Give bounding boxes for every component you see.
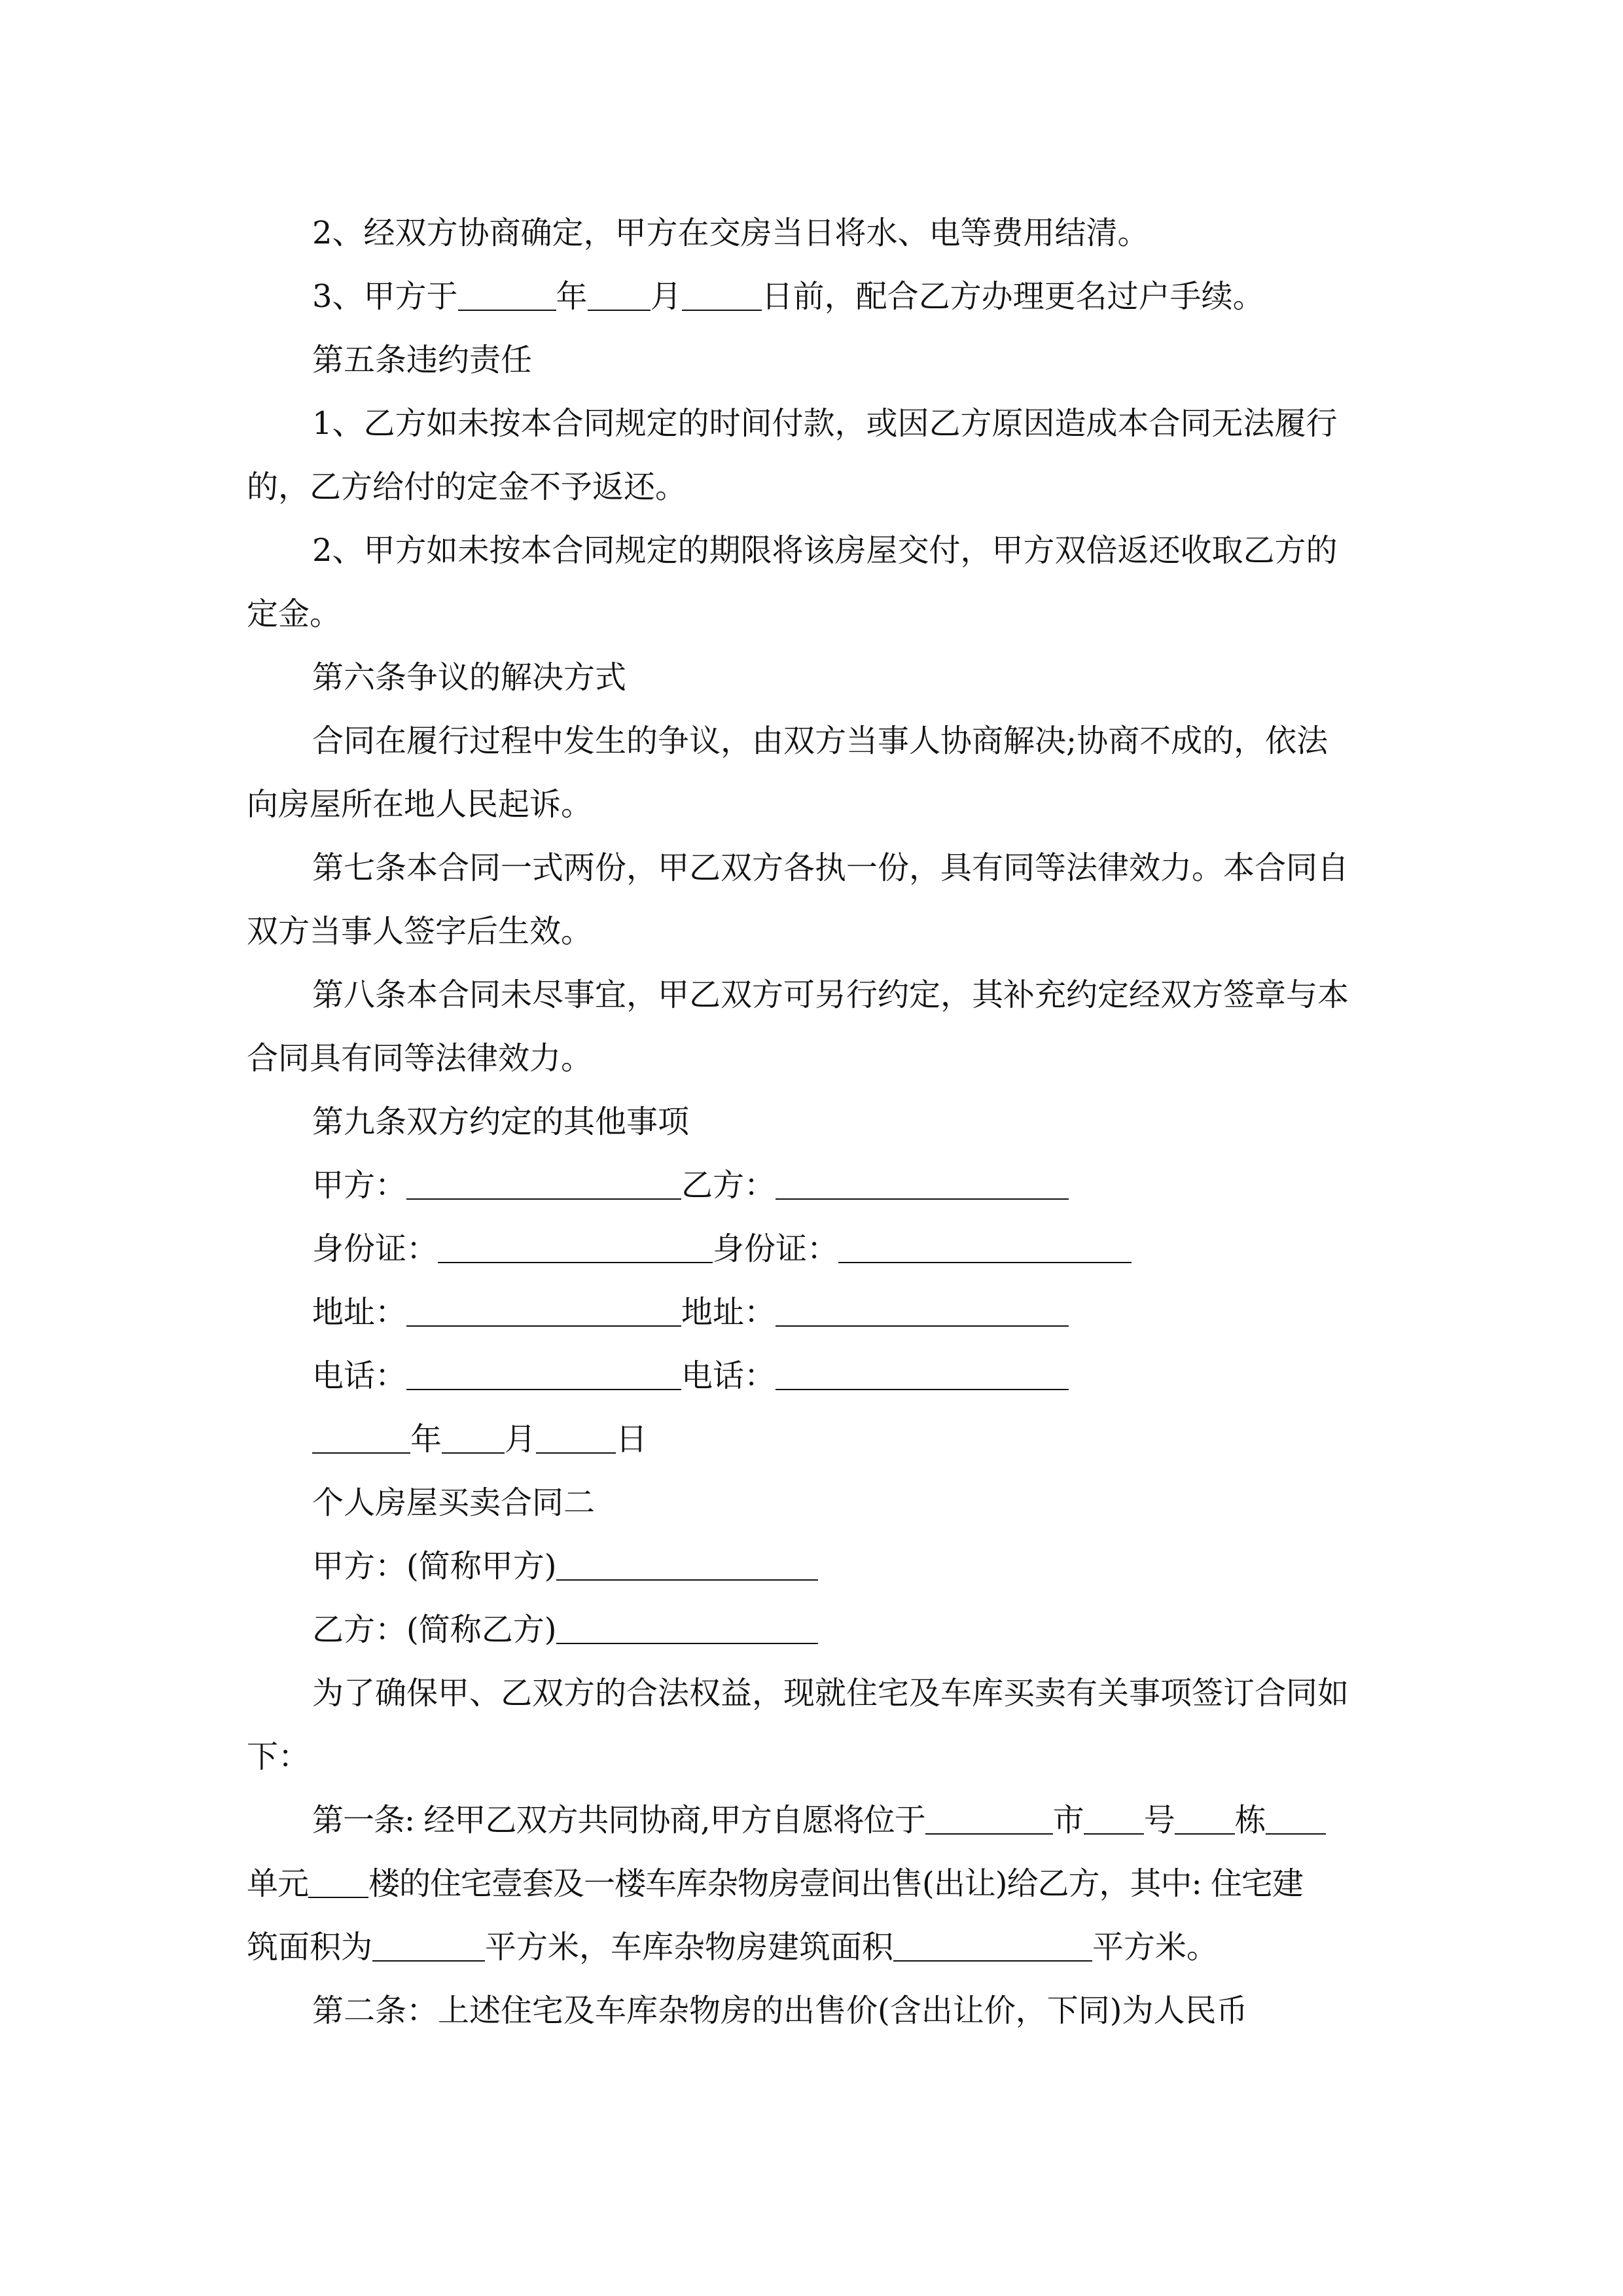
sign-year-blank[interactable] [312,1421,410,1454]
blank-day[interactable] [682,278,762,311]
contract-2-intro-line-2: 下： [247,1738,310,1775]
contract-2-party-b: 乙方：(简称乙方) [247,1598,1378,1662]
clause-6-body-line-1: 合同在履行过程中发生的争议，由双方当事人协商解决;协商不成的，依法 [312,723,1329,759]
clause-5-item-1-line-1: 1、乙方如未按本合同规定的时间付款，或因乙方原因造成本合同无法履行 [312,405,1338,442]
sign-month-blank[interactable] [442,1421,505,1454]
party-b-address-blank[interactable] [776,1294,1069,1327]
party-a-name-blank[interactable] [406,1167,681,1200]
contract-2-party-a-blank[interactable] [556,1548,818,1581]
contract-2-article-1-line-3: 筑面积为 平方米，车库杂物房建筑面积 平方米。 [247,1929,1219,1965]
clause-4-item-2: 2、经双方协商确定，甲方在交房当日将水、电等费用结清。 [312,215,1149,251]
clause-5-title: 第五条违约责任 [312,342,533,378]
contract-2-party-b-blank[interactable] [556,1611,818,1644]
clause-6-body-line-2: 向房屋所在地人民起诉。 [247,786,593,823]
blank-month[interactable] [588,278,651,311]
clause-8-line-2: 合同具有同等法律效力。 [247,1040,593,1077]
building-blank[interactable] [1175,1802,1235,1835]
garage-area-blank[interactable] [893,1929,1092,1962]
clause-5-item-2-line-1: 2、甲方如未按本合同规定的期限将该房屋交付，甲方双倍返还收取乙方的 [312,532,1338,569]
contract-2-title: 个人房屋买卖合同二 [312,1484,596,1521]
sign-day-blank[interactable] [536,1421,616,1454]
party-b-name-blank[interactable] [776,1167,1069,1200]
number-blank[interactable] [1084,1802,1144,1835]
document-body [247,202,1378,2043]
party-a-phone-blank[interactable] [406,1357,681,1390]
blank-year[interactable] [458,278,556,311]
clause-8-line-1: 第八条本合同未尽事宜，甲乙双方可另行约定，其补充约定经双方签章与本 [312,977,1349,1013]
clause-7-line-2: 双方当事人签字后生效。 [247,913,593,950]
sign-row-phone: 电话： 电话： [247,1344,1378,1408]
floor-blank[interactable] [308,1865,368,1898]
party-b-phone-blank[interactable] [776,1357,1069,1390]
sign-row-id: 身份证： 身份证： [247,1217,1378,1281]
unit-blank[interactable] [1266,1802,1326,1835]
residence-area-blank[interactable] [372,1929,485,1962]
party-a-id-blank[interactable] [438,1230,713,1263]
contract-2-party-a: 甲方：(简称甲方) [247,1535,1378,1598]
contract-2-article-2: 第二条：上述住宅及车库杂物房的出售价(含出让价，下同)为人民币 [312,1992,1248,2029]
contract-2-article-1-line-2: 单元 楼的住宅壹套及一楼车库杂物房壹间出售(出让)给乙方，其中: 住宅建 [247,1865,1303,1902]
sign-row-party: 甲方： 乙方： [247,1154,1378,1217]
clause-5-item-2-line-2: 定金。 [247,596,342,632]
clause-6-title: 第六条争议的解决方式 [312,659,627,696]
party-a-address-blank[interactable] [406,1294,681,1327]
contract-2-article-1-line-1: 第一条: 经甲乙双方共同协商,甲方自愿将位于 市 号 栋 [247,1789,1378,1852]
sign-date: 年 月 日 [247,1408,1378,1471]
clause-4-item-3: 3、甲方于 年 月 日前，配合乙方办理更名过户手续。 [312,278,1264,315]
sign-row-address: 地址： 地址： [247,1281,1378,1344]
contract-2-intro-line-1: 为了确保甲、乙双方的合法权益，现就住宅及车库买卖有关事项签订合同如 [312,1675,1349,1712]
party-b-id-blank[interactable] [838,1230,1132,1263]
location-blank[interactable] [925,1802,1053,1835]
clause-9-title: 第九条双方约定的其他事项 [312,1103,690,1140]
clause-5-item-1-line-2: 的，乙方给付的定金不予返还。 [247,469,687,505]
clause-7-line-1: 第七条本合同一式两份，甲乙双方各执一份，具有同等法律效力。本合同自 [312,850,1349,886]
